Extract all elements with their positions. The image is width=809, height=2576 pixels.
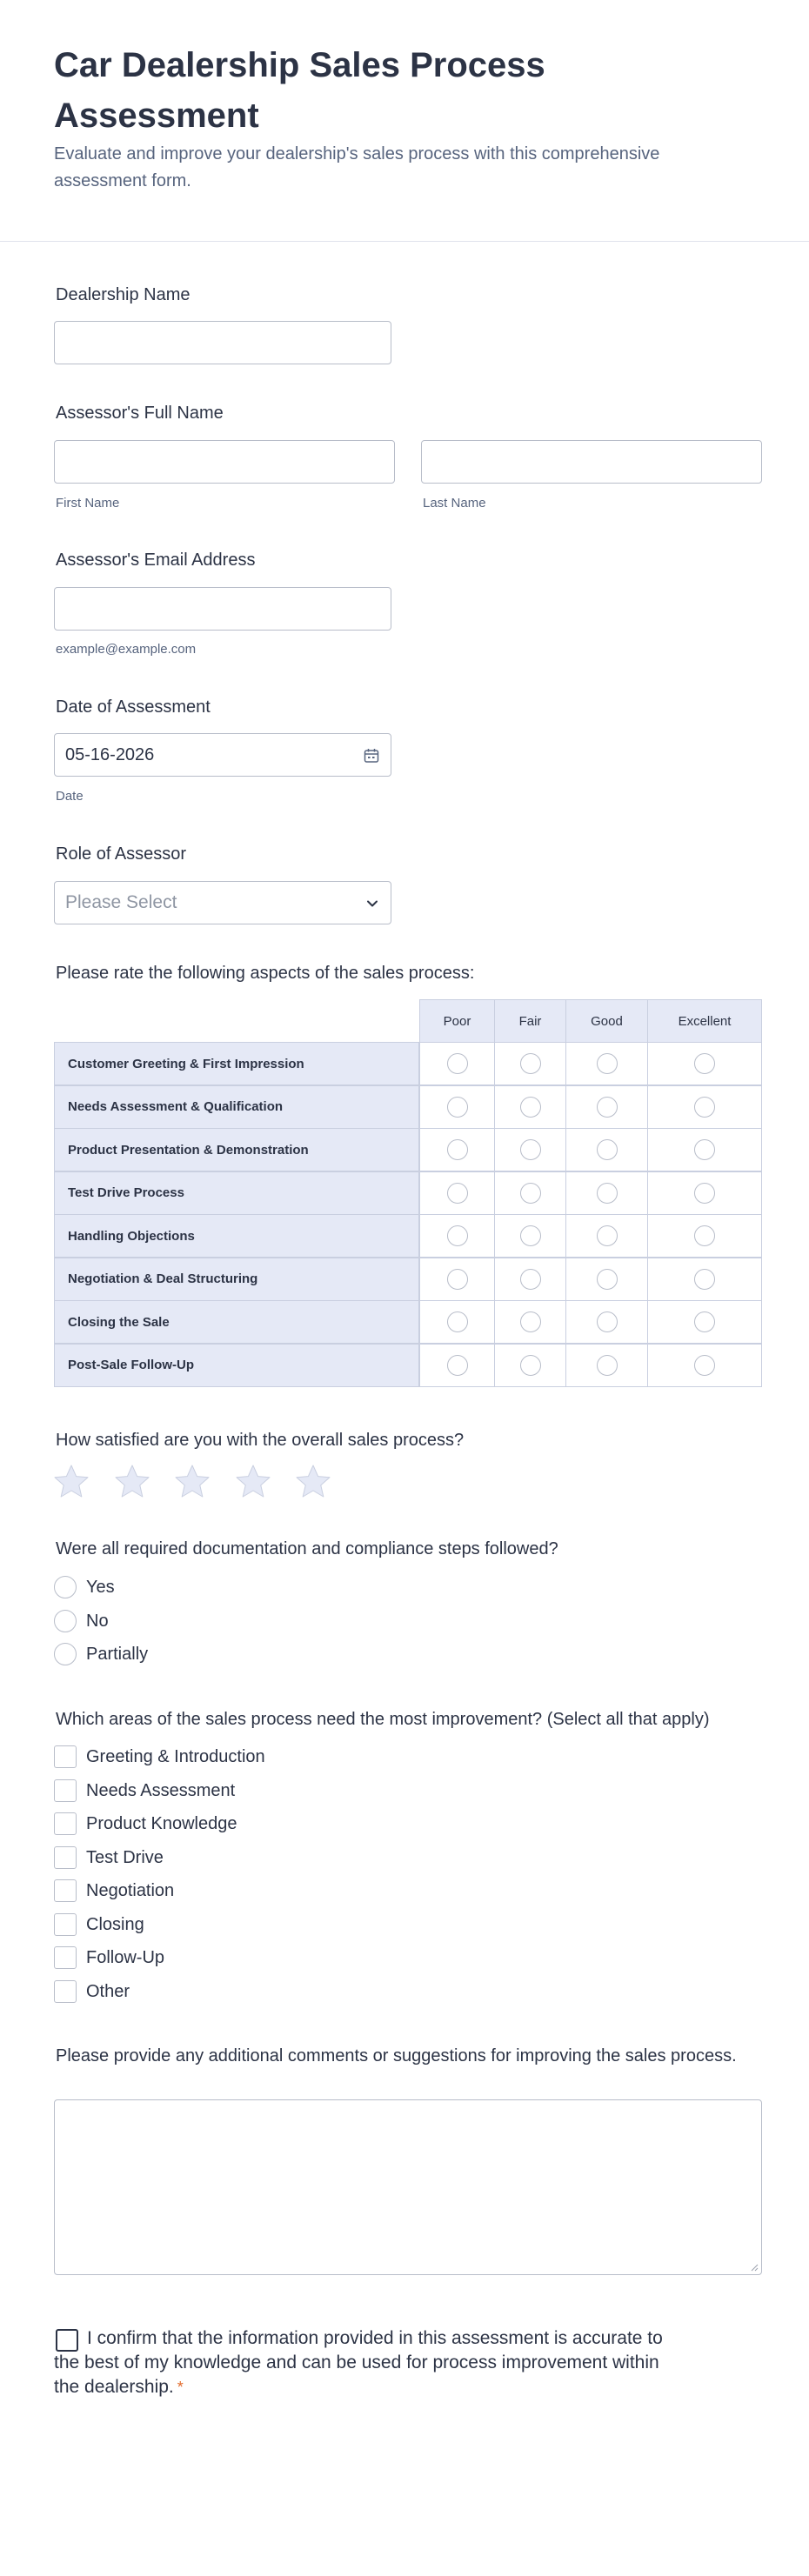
matrix-cell bbox=[647, 1042, 762, 1085]
option-label: Negotiation bbox=[86, 1881, 175, 1900]
matrix-radio[interactable] bbox=[447, 1355, 468, 1376]
first-name-sublabel: First Name bbox=[56, 496, 120, 511]
date-sublabel: Date bbox=[56, 789, 84, 804]
option-label: Closing bbox=[86, 1914, 144, 1934]
matrix-cell bbox=[647, 1128, 762, 1171]
matrix-row-label: Post-Sale Follow-Up bbox=[54, 1344, 419, 1387]
matrix-radio[interactable] bbox=[447, 1053, 468, 1074]
checkbox[interactable] bbox=[54, 1846, 77, 1869]
improvement-label: Which areas of the sales process need the most improvement? (Select all that apply) bbox=[56, 1710, 710, 1729]
matrix-cell bbox=[647, 1214, 762, 1258]
matrix-cell bbox=[494, 1171, 566, 1215]
matrix-radio[interactable] bbox=[694, 1183, 715, 1204]
form-title: Car Dealership Sales Process Assessment bbox=[54, 46, 545, 135]
matrix-column-header: Excellent bbox=[647, 999, 762, 1043]
matrix-radio[interactable] bbox=[520, 1355, 541, 1376]
checkbox[interactable] bbox=[54, 1779, 77, 1802]
matrix-cell bbox=[419, 1258, 495, 1301]
matrix-radio[interactable] bbox=[694, 1097, 715, 1118]
matrix-cell bbox=[565, 1300, 648, 1344]
matrix-cell bbox=[419, 1300, 495, 1344]
matrix-radio[interactable] bbox=[447, 1311, 468, 1332]
role-select-placeholder: Please Select bbox=[65, 892, 177, 912]
option-label: Follow-Up bbox=[86, 1948, 165, 1967]
matrix-radio[interactable] bbox=[447, 1097, 468, 1118]
matrix-cell bbox=[419, 1214, 495, 1258]
date-input[interactable] bbox=[54, 733, 391, 777]
matrix-radio[interactable] bbox=[520, 1097, 541, 1118]
matrix-cell bbox=[565, 1258, 648, 1301]
matrix-radio[interactable] bbox=[520, 1183, 541, 1204]
satisfaction-label: How satisfied are you with the overall sales process? bbox=[56, 1431, 465, 1450]
matrix-cell bbox=[419, 1171, 495, 1215]
confirm-text bbox=[54, 2326, 689, 2399]
checkbox[interactable] bbox=[54, 1913, 77, 1936]
matrix-row-label: Handling Objections bbox=[54, 1214, 419, 1258]
matrix-cell bbox=[494, 1085, 566, 1129]
radio-button[interactable] bbox=[54, 1643, 77, 1665]
matrix-column-header: Fair bbox=[494, 999, 566, 1043]
matrix-radio[interactable] bbox=[597, 1269, 618, 1290]
role-label: Role of Assessor bbox=[56, 844, 187, 864]
star-icon[interactable] bbox=[113, 1463, 151, 1501]
form-subtitle: Evaluate and improve your dealership's sales process with this comprehensive assessment form. bbox=[54, 144, 660, 190]
matrix-cell bbox=[647, 1344, 762, 1387]
matrix-row-label: Closing the Sale bbox=[54, 1300, 419, 1344]
radio-button[interactable] bbox=[54, 1610, 77, 1632]
star-icon[interactable] bbox=[294, 1463, 332, 1501]
matrix-radio[interactable] bbox=[597, 1355, 618, 1376]
form-header bbox=[0, 0, 809, 242]
matrix-cell bbox=[494, 1042, 566, 1085]
matrix-radio[interactable] bbox=[447, 1269, 468, 1290]
checkbox[interactable] bbox=[54, 1812, 77, 1835]
matrix-column-header: Poor bbox=[419, 999, 495, 1043]
option-label: Needs Assessment bbox=[86, 1780, 236, 1800]
matrix-radio[interactable] bbox=[694, 1311, 715, 1332]
matrix-radio[interactable] bbox=[520, 1225, 541, 1246]
matrix-row-label: Negotiation & Deal Structuring bbox=[54, 1258, 419, 1301]
option-label: Partially bbox=[86, 1645, 149, 1664]
resize-grip-icon[interactable] bbox=[750, 2263, 759, 2272]
matrix-radio[interactable] bbox=[694, 1139, 715, 1160]
matrix-cell bbox=[494, 1300, 566, 1344]
matrix-radio[interactable] bbox=[520, 1053, 541, 1074]
option-label: Greeting & Introduction bbox=[86, 1747, 265, 1766]
matrix-cell bbox=[494, 1214, 566, 1258]
checkbox[interactable] bbox=[54, 1980, 77, 2003]
matrix-cell bbox=[647, 1171, 762, 1215]
matrix-row-label: Needs Assessment & Qualification bbox=[54, 1085, 419, 1129]
option-label: No bbox=[86, 1611, 109, 1631]
role-select[interactable] bbox=[54, 881, 391, 924]
matrix-radio[interactable] bbox=[597, 1225, 618, 1246]
last-name-input[interactable] bbox=[421, 440, 762, 484]
matrix-radio[interactable] bbox=[447, 1139, 468, 1160]
matrix-radio[interactable] bbox=[597, 1139, 618, 1160]
matrix-cell bbox=[647, 1300, 762, 1344]
confirm-label: I confirm that the information provided in this assessment is accurate to the best of my knowledge and can be used for process improvement within the dealership. bbox=[54, 2328, 663, 2397]
matrix-cell bbox=[419, 1344, 495, 1387]
matrix-cell bbox=[419, 1128, 495, 1171]
matrix-radio[interactable] bbox=[597, 1311, 618, 1332]
option-label: Product Knowledge bbox=[86, 1814, 237, 1833]
required-mark: * bbox=[177, 2379, 184, 2396]
matrix-radio[interactable] bbox=[597, 1183, 618, 1204]
email-input[interactable] bbox=[54, 587, 391, 631]
option-label: Yes bbox=[86, 1578, 115, 1597]
matrix-cell bbox=[565, 1171, 648, 1215]
comments-label: Please provide any additional comments or suggestions for improving the sales process. bbox=[56, 2046, 737, 2065]
matrix-cell bbox=[494, 1258, 566, 1301]
matrix-cell bbox=[494, 1344, 566, 1387]
matrix-cell bbox=[494, 1128, 566, 1171]
matrix-cell bbox=[419, 1042, 495, 1085]
assessor-name-label: Assessor's Full Name bbox=[56, 404, 224, 423]
matrix-radio[interactable] bbox=[447, 1225, 468, 1246]
first-name-input[interactable] bbox=[54, 440, 395, 484]
matrix-radio[interactable] bbox=[520, 1269, 541, 1290]
matrix-radio[interactable] bbox=[597, 1053, 618, 1074]
matrix-radio[interactable] bbox=[597, 1097, 618, 1118]
dealership-name-label: Dealership Name bbox=[56, 285, 191, 304]
comments-textarea[interactable] bbox=[54, 2099, 762, 2275]
star-icon[interactable] bbox=[234, 1463, 272, 1501]
matrix-label: Please rate the following aspects of the sales process: bbox=[56, 964, 475, 983]
matrix-radio[interactable] bbox=[520, 1139, 541, 1160]
compliance-label: Were all required documentation and compliance steps followed? bbox=[56, 1539, 558, 1558]
matrix-radio[interactable] bbox=[447, 1183, 468, 1204]
matrix-radio[interactable] bbox=[694, 1225, 715, 1246]
checkbox[interactable] bbox=[54, 1879, 77, 1902]
date-value: 05-16-2026 bbox=[65, 745, 155, 764]
email-label: Assessor's Email Address bbox=[56, 551, 256, 570]
matrix-radio[interactable] bbox=[520, 1311, 541, 1332]
matrix-radio[interactable] bbox=[694, 1053, 715, 1074]
checkbox[interactable] bbox=[54, 1745, 77, 1768]
matrix-column-header: Good bbox=[565, 999, 648, 1043]
matrix-cell bbox=[565, 1042, 648, 1085]
dealership-name-input[interactable] bbox=[54, 321, 391, 364]
star-icon[interactable] bbox=[173, 1463, 211, 1501]
option-label: Test Drive bbox=[86, 1847, 164, 1867]
matrix-row-label: Product Presentation & Demonstration bbox=[54, 1128, 419, 1171]
matrix-row-label: Customer Greeting & First Impression bbox=[54, 1042, 419, 1085]
radio-button[interactable] bbox=[54, 1576, 77, 1598]
last-name-sublabel: Last Name bbox=[423, 496, 486, 511]
matrix-cell bbox=[565, 1128, 648, 1171]
matrix-cell bbox=[647, 1258, 762, 1301]
chevron-down-icon bbox=[364, 896, 380, 911]
date-label: Date of Assessment bbox=[56, 697, 211, 717]
checkbox[interactable] bbox=[54, 1946, 77, 1969]
matrix-cell bbox=[419, 1085, 495, 1129]
matrix-radio[interactable] bbox=[694, 1269, 715, 1290]
matrix-cell bbox=[565, 1344, 648, 1387]
option-label: Other bbox=[86, 1981, 130, 2001]
matrix-radio[interactable] bbox=[694, 1355, 715, 1376]
calendar-icon[interactable] bbox=[363, 747, 380, 764]
email-sublabel: example@example.com bbox=[56, 642, 197, 657]
matrix-cell bbox=[565, 1085, 648, 1129]
star-icon[interactable] bbox=[52, 1463, 90, 1501]
matrix-row-label: Test Drive Process bbox=[54, 1171, 419, 1215]
matrix-cell bbox=[647, 1085, 762, 1129]
matrix-cell bbox=[565, 1214, 648, 1258]
